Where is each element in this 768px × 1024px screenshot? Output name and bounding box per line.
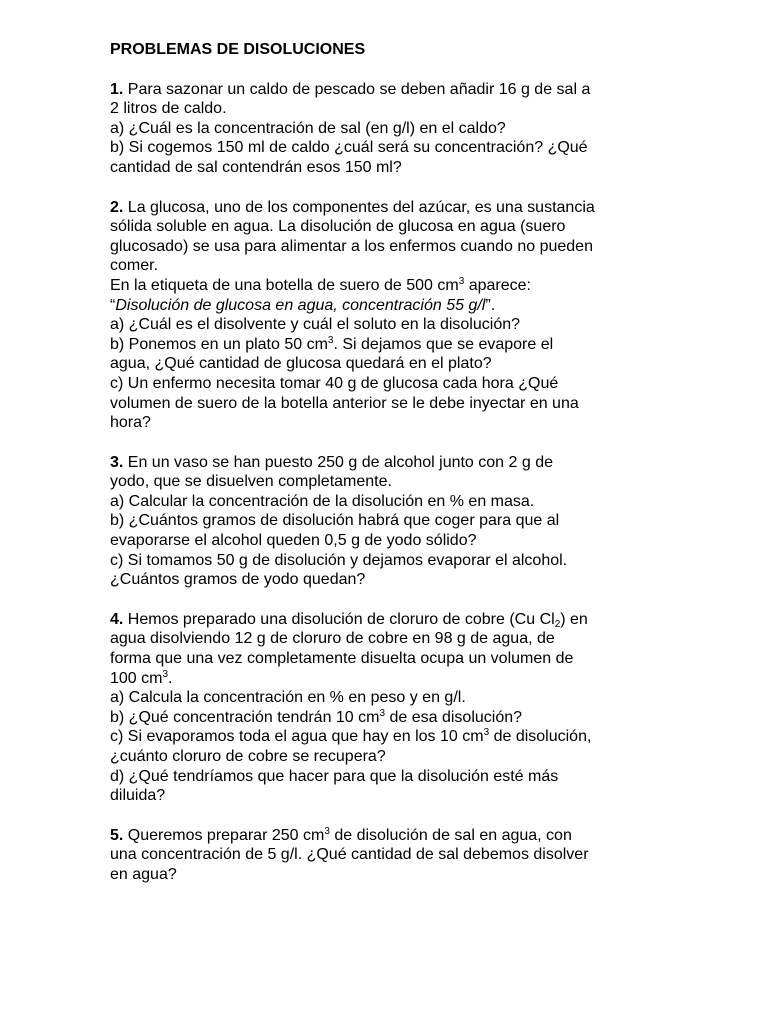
problem-line: volumen de suero de la botella anterior se le debe inyectar en una — [110, 394, 579, 412]
document-page — [110, 40, 670, 885]
quoted-text: Disolución de glucosa en agua, concentración 55 g/l — [115, 296, 486, 314]
problem-number: 3. — [110, 453, 124, 471]
question-d: d) ¿Qué tendríamos que hacer para que la disolución esté más — [110, 767, 559, 785]
question-c: c) Si evaporamos toda el agua que hay en los 10 $cm^3$ de disolución, — [110, 727, 592, 746]
question-c: c) Un enfermo necesita tomar 40 g de glucosa cada hora ¿Qué — [110, 374, 559, 392]
problem-line: diluida? — [110, 787, 166, 805]
question-b: b) ¿Cuántos gramos de disolución habrá que coger para que al — [110, 512, 560, 530]
problem-line: forma que una vez completamente disuelta ocupa un volumen de — [110, 650, 574, 668]
problem-line: 3. En un vaso se han puesto 250 g de alcohol junto con 2 g de — [110, 453, 553, 471]
problem-line: hora? — [110, 414, 151, 432]
question-b: b) Si cogemos 150 ml de caldo ¿cuál será su concentración? ¿Qué — [110, 139, 588, 157]
question-b: b) ¿Qué concentración tendrán 10 $cm^3$ de esa disolución? — [110, 707, 523, 726]
problem-line: agua disolviendo 12 g de cloruro de cobre en 98 g de agua, de — [110, 630, 555, 648]
problem-line: una concentración de 5 g/l. ¿Qué cantidad de sal debemos disolver — [110, 846, 589, 864]
problem-line: 5. Queremos preparar 250 $cm^3$ de disolución de sal en agua, con — [110, 825, 572, 844]
superscript: 3 — [162, 668, 169, 680]
question-a: a) ¿Cuál es la concentración de sal (en g/l) en el caldo? — [110, 119, 506, 137]
problem-line: En la etiqueta de una botella de suero de 500 $cm^3$ aparece: — [110, 275, 531, 294]
question-c: c) Si tomamos 50 g de disolución y dejamos evaporar el alcohol. — [110, 551, 568, 569]
problem-number: 1. — [110, 80, 124, 98]
problem-number: 5. — [110, 826, 124, 844]
problem-line: ¿cuánto cloruro de cobre se recupera? — [110, 748, 386, 765]
problem-line: evaporarse el alcohol queden 0,5 g de yodo sólido? — [110, 532, 477, 550]
problem-line: en agua? — [110, 865, 177, 883]
problem-line: 1. Para sazonar un caldo de pescado se deben añadir 16 g de sal a — [110, 80, 591, 98]
superscript: 3 — [327, 334, 334, 346]
document-title: PROBLEMAS DE DISOLUCIONES — [110, 41, 366, 58]
problem-line: 2 litros de caldo. — [110, 100, 227, 118]
problem-line: agua, ¿Qué cantidad de glucosa quedará en el plato? — [110, 355, 492, 373]
problem-line: 2. La glucosa, uno de los componentes del azúcar, es una sustancia — [110, 198, 595, 216]
superscript: 3 — [379, 707, 386, 719]
problem-5 — [110, 826, 670, 885]
problem-2 — [110, 198, 670, 433]
problem-line: yodo, que se disuelven completamente. — [110, 473, 392, 491]
problem-number: 2. — [110, 198, 124, 216]
superscript: 3 — [324, 825, 330, 837]
problem-3 — [110, 453, 670, 590]
problem-line: sólida soluble en agua. La disolución de glucosa en agua (suero — [110, 218, 566, 236]
subscript: 2 — [554, 618, 561, 630]
question-a: a) ¿Cuál es el disolvente y cuál el soluto en la disolución? — [110, 316, 521, 334]
problem-line: 4. Hemos preparado una disolución de cloruro de cobre (Cu $Cl_2$) en — [110, 610, 588, 630]
problem-line: glucosado) se usa para alimentar a los enfermos cuando no pueden — [110, 237, 593, 255]
question-a: a) Calcula la concentración en % en peso y en g/l. — [110, 689, 466, 707]
problem-1 — [110, 80, 670, 178]
problem-line: comer. — [110, 257, 159, 275]
superscript: 3 — [483, 727, 490, 739]
problem-line: cantidad de sal contendrán esos 150 ml? — [110, 158, 402, 176]
question-b: b) Ponemos en un plato 50 $cm^3$. Si dejamos que se evapore el — [110, 334, 554, 353]
question-a: a) Calcular la concentración de la disolución en % en masa. — [110, 492, 535, 510]
problem-line: ¿Cuántos gramos de yodo quedan? — [110, 571, 366, 589]
quoted-label: “Disolución de glucosa en agua, concentración 55 g/l”. — [110, 296, 496, 314]
problem-4 — [110, 610, 670, 806]
problem-line: 100 $cm^3$. — [110, 668, 173, 687]
problem-number: 4. — [110, 610, 124, 628]
superscript: 3 — [458, 275, 465, 287]
